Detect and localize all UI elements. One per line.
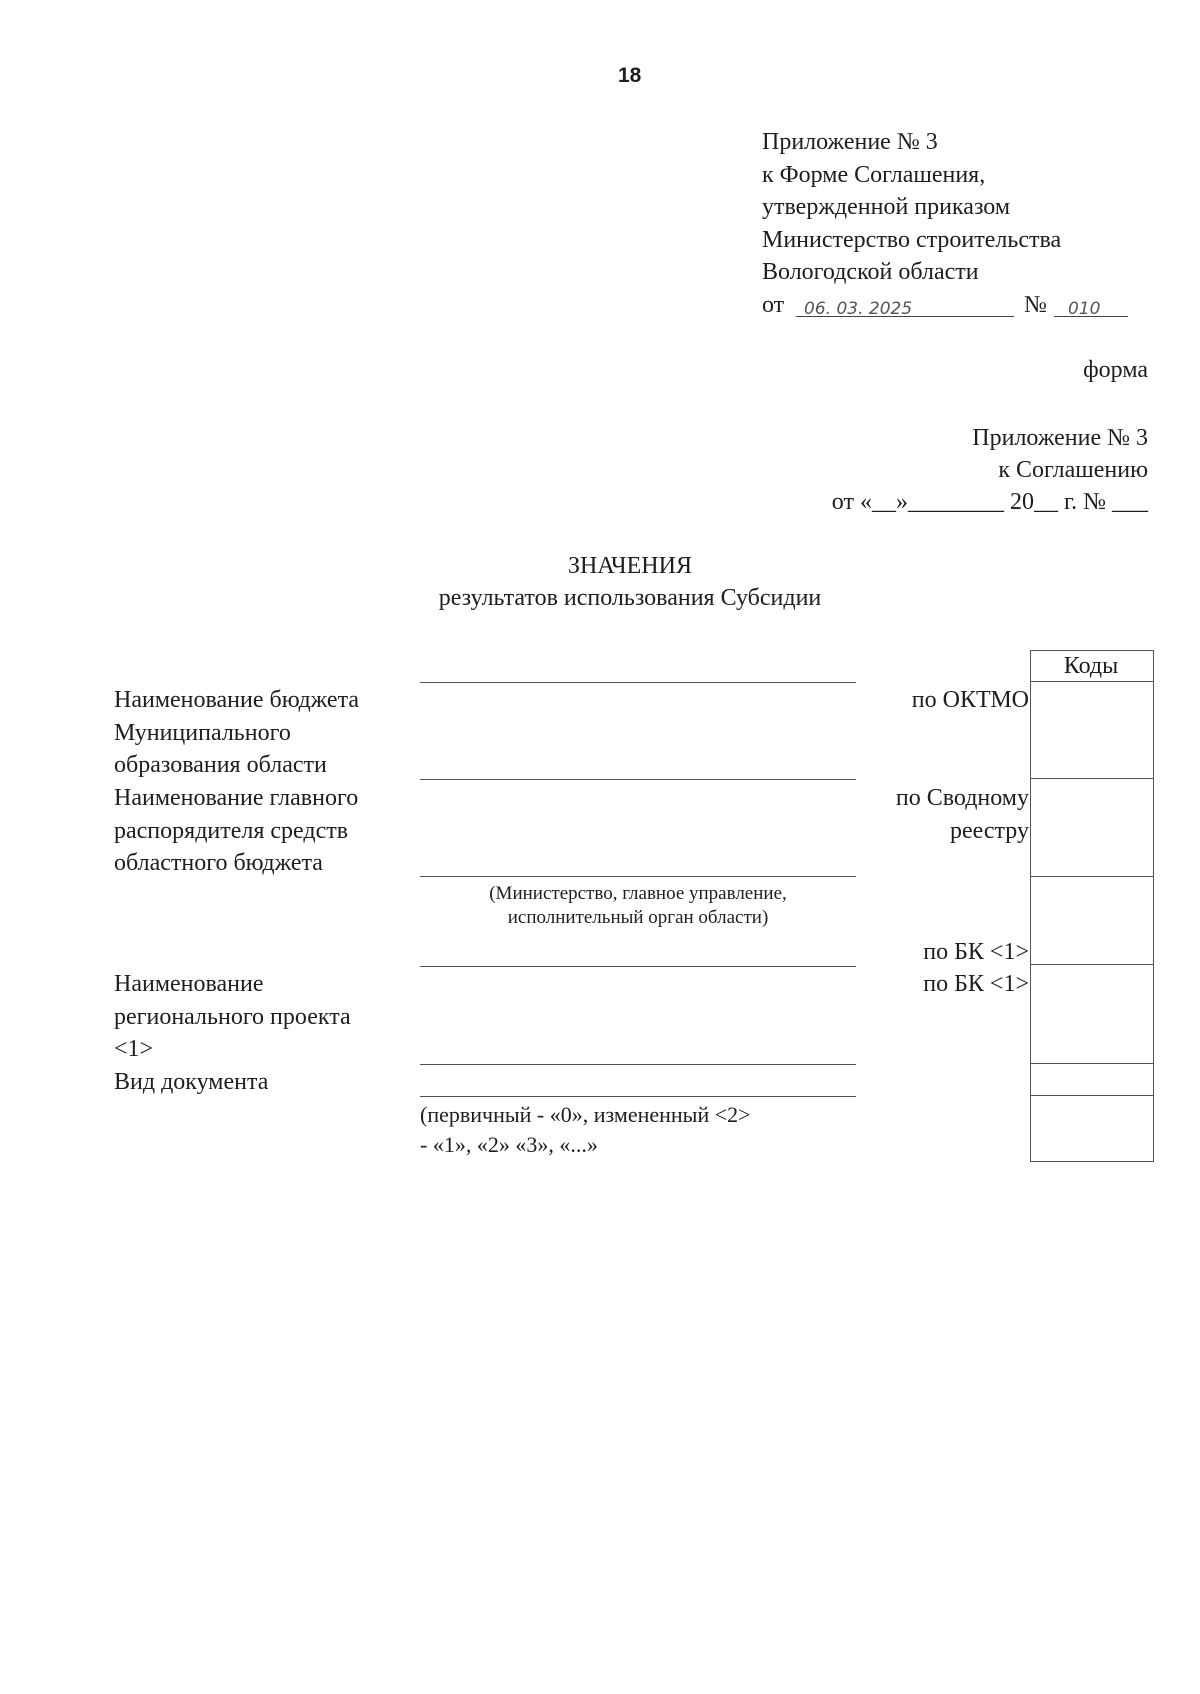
manager-name-label: Наименование главного распорядителя средств областного бюджета — [114, 785, 359, 876]
approval-block — [762, 126, 1101, 321]
appendix-block — [832, 422, 1148, 518]
page-number: 18 — [618, 64, 642, 87]
oktmo-label: по ОКТМО — [911, 687, 1029, 713]
appendix-line-1: Приложение № 3 — [972, 425, 1148, 451]
approval-line-5: Вологодской области — [762, 259, 979, 285]
document-type-note: (первичный - «0», измененный <2> - «1», «2» «3», «...» — [420, 1102, 751, 1157]
document-title: ЗНАЧЕНИЯ — [568, 553, 692, 579]
codes-header: Коды — [1063, 653, 1119, 679]
number-prefix: № — [1024, 291, 1047, 318]
approval-date-line — [762, 289, 1101, 321]
form-label: форма — [1083, 357, 1148, 383]
approval-line-1: Приложение № 3 — [762, 129, 938, 155]
registry-label: по Сводному реестру — [895, 785, 1029, 844]
budget-name-label: Наименование бюджета Муниципального образования области — [114, 687, 360, 778]
regional-project-label: Наименование регионального проекта <1> — [114, 971, 351, 1062]
approval-line-4: Министерство строительства — [762, 226, 1062, 253]
appendix-line-2: к Соглашению — [998, 457, 1148, 483]
document-subtitle: результатов использования Субсидии — [438, 585, 822, 611]
codes-box — [1030, 650, 1154, 1162]
document-type-label: Вид документа — [114, 1069, 269, 1095]
bk-label-2: по БК <1> — [923, 971, 1029, 997]
bk-label-1: по БК <1> — [923, 939, 1029, 965]
handwritten-date: 06. 03. 2025 — [804, 298, 913, 319]
date-prefix: от — [762, 291, 785, 318]
ministry-note: (Министерство, главное управление, исполнительный орган области) — [489, 883, 787, 928]
appendix-line-3: от «__»________ 20__ г. № ___ — [831, 489, 1148, 515]
approval-line-3: утвержденной приказом — [762, 194, 1011, 220]
handwritten-number: 010 — [1068, 298, 1101, 319]
approval-line-2: к Форме Соглашения, — [762, 161, 986, 188]
